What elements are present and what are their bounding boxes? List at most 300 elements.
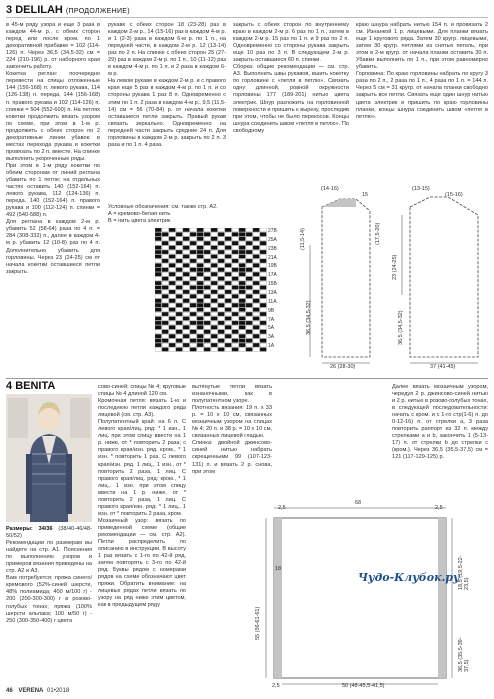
- chart-cell: [155, 308, 161, 312]
- chart-cell: [169, 286, 175, 290]
- chart-cell: [253, 255, 259, 259]
- chart-cell: [260, 281, 266, 285]
- chart-cell: [260, 259, 266, 263]
- benita-column-2: [192, 384, 272, 476]
- chart-cell: [162, 294, 168, 298]
- chart-cell: [197, 339, 203, 343]
- chart-cell: [162, 330, 168, 334]
- chart-row-label: 17A: [268, 272, 277, 279]
- chart-cell: [225, 250, 231, 254]
- chart-cell: [197, 325, 203, 329]
- chart-cell: [176, 290, 182, 294]
- chart-cell: [155, 286, 161, 290]
- chart-cell: [155, 321, 161, 325]
- chart-cell: [260, 250, 266, 254]
- page-number: 46: [6, 688, 13, 694]
- chart-cell: [162, 325, 168, 329]
- chart-cell: [197, 277, 203, 281]
- legend-a: А = кремово-белая нить: [108, 211, 171, 218]
- dim-side-length: 36,5 (34,5-32): [306, 300, 312, 335]
- paragraph: закрыть с обеих сторон по внутреннему краю в каждом 2-м р. 6 раз по 1 п., затем в каждом 2-м р. 15 раз по 1 п. и 9 раз по 2 п. Одновременно со стороны рукава закрыть еще 10 раз по 3 п. В следующем 2-м р. закрыть оставшиеся 60 п. спинки.: [233, 22, 349, 64]
- benita-column-0: [6, 526, 92, 625]
- chart-row-label: 21A: [268, 254, 277, 261]
- chart-cell: [162, 290, 168, 294]
- chart-cell: [169, 294, 175, 298]
- chart-cell: [204, 348, 210, 352]
- chart-cell: [155, 343, 161, 347]
- chart-cell: [225, 317, 231, 321]
- chart-cell: [211, 290, 217, 294]
- chart-cell: [260, 290, 266, 294]
- chart-cell: [246, 263, 252, 267]
- chart-row-label: 7A: [268, 316, 275, 323]
- chart-cell: [211, 348, 217, 352]
- chart-cell: [253, 228, 259, 232]
- chart-cell: [232, 263, 238, 267]
- chart-cell: [197, 255, 203, 259]
- dim-side-length: 36,5 (34,5-32): [398, 310, 404, 345]
- chart-cell: [183, 308, 189, 312]
- chart-cell: [218, 272, 224, 276]
- chart-cell: [162, 246, 168, 250]
- chart-cell: [155, 303, 161, 307]
- chart-cell: [253, 277, 259, 281]
- chart-cell: [253, 308, 259, 312]
- chart-cell: [197, 330, 203, 334]
- chart-cell: [169, 317, 175, 321]
- chart-cell: [218, 343, 224, 347]
- chart-cell: [225, 263, 231, 267]
- chart-cell: [176, 255, 182, 259]
- chart-cell: [260, 348, 266, 352]
- chart-cell: [197, 294, 203, 298]
- chart-cell: [190, 308, 196, 312]
- paragraph: Для реглана в каждом 2-м р. убавить 52 (58-64) раза по 4 п. = 284 (308-332) п., далее в каждом 4-м р. убавить 12 (10-8) раз по 4 п. Дополнительно убавить для горловины. Через 23 (24-25) см от начала кокетки оставшиеся петли закрыть.: [6, 219, 100, 275]
- chart-cell: [204, 259, 210, 263]
- chart-cell: [239, 255, 245, 259]
- chart-cell: [176, 232, 182, 236]
- chart-cell: [204, 334, 210, 338]
- chart-cell: [246, 294, 252, 298]
- chart-cell: [169, 255, 175, 259]
- dim-bottom: 50 (48-45,5-41,5): [342, 683, 385, 689]
- chart-cell: [155, 281, 161, 285]
- chart-cell: [225, 290, 231, 294]
- chart-cell: [246, 325, 252, 329]
- chart-cell: [218, 325, 224, 329]
- chart-cell: [176, 321, 182, 325]
- chart-cell: [246, 321, 252, 325]
- chart-cell: [197, 241, 203, 245]
- chart-cell: [162, 343, 168, 347]
- chart-row-label: 13A: [268, 290, 277, 296]
- chart-cell: [253, 303, 259, 307]
- dim-left-side: 55 (56-61-61): [255, 606, 261, 640]
- chart-cell: [225, 241, 231, 245]
- chart-cell: [176, 348, 182, 352]
- chart-cell: [204, 250, 210, 254]
- chart-cell: [239, 299, 245, 303]
- chart-cell: [155, 325, 161, 329]
- chart-cell: [204, 255, 210, 259]
- paragraph: вытянутые петли вязать изнаночными, как в полупатентном узоре.: [192, 384, 272, 405]
- chart-cell: [155, 272, 161, 276]
- chart-cell: [218, 348, 224, 352]
- chart-row-label: 25A: [268, 236, 277, 243]
- chart-cell: [197, 299, 203, 303]
- chart-cell: [183, 255, 189, 259]
- chart-cell: [162, 268, 168, 272]
- chart-cell: [169, 348, 175, 352]
- chart-cell: [239, 277, 245, 281]
- chart-cell: [176, 246, 182, 250]
- benita-column-3: [392, 384, 488, 462]
- chart-cell: [169, 237, 175, 241]
- chart-cell: [211, 228, 217, 232]
- chart-cell: [246, 348, 252, 352]
- sleeve-schematic: [300, 185, 388, 370]
- chart-cell: [260, 286, 266, 290]
- chart-cell: [183, 299, 189, 303]
- chart-row-label: 19B: [268, 263, 277, 270]
- legend-title: Условные обозначения: см. также стр. А2.: [108, 204, 218, 210]
- section-divider: [6, 17, 488, 18]
- chart-cell: [253, 330, 259, 334]
- chart-cell: [246, 246, 252, 250]
- chart-cell: [176, 308, 182, 312]
- chart-cell: [260, 343, 266, 347]
- chart-cell: [246, 272, 252, 276]
- chart-cell: [190, 272, 196, 276]
- chart-cell: [155, 232, 161, 236]
- chart-cell: [162, 286, 168, 290]
- chart-cell: [176, 312, 182, 316]
- chart-cell: [211, 232, 217, 236]
- chart-cell: [190, 241, 196, 245]
- chart-cell: [211, 241, 217, 245]
- chart-cell: [253, 343, 259, 347]
- chart-cell: [155, 277, 161, 281]
- chart-cell: [253, 312, 259, 316]
- chart-cell: [176, 286, 182, 290]
- dim-left-side: 23 (24-25): [392, 254, 398, 280]
- chart-cell: [155, 263, 161, 267]
- paragraph: Кокетка реглан: поочередно перевести на спицы отложенные 144 (156-168) п. левого рукава, 114 (126-138) п. переда, 144 (156-168) п. правого рукава и 102 (114-126) п. спинки = 504 (552-600) п. На петлях кокетки продолжить вязать узором по схеме, при этом в 1-м р. продолжить с обеих сторон по 2 декоративные линии убавок: в местах перехода рукава и кокетки провязать по 2 п. вместе. На спинке выполнить укороченные ряды.: [6, 71, 101, 162]
- chart-cell: [183, 246, 189, 250]
- chart-cell: [190, 330, 196, 334]
- legend-block: [108, 204, 226, 225]
- chart-cell: [253, 246, 259, 250]
- chart-cell: [155, 255, 161, 259]
- chart-cell: [218, 339, 224, 343]
- dim-bottom: 37 (41-45): [430, 364, 456, 370]
- chart-cell: [211, 246, 217, 250]
- chart-cell: [190, 259, 196, 263]
- paragraph: Плотность вязания: 19 п. x 33 р. = 10 x 10 см, связанных мозаичным узором на спицах № 4; 20 п. и 38 р. = 10 x 10 см, связанных лицевой гладью.: [192, 405, 272, 440]
- chart-cell: [204, 343, 210, 347]
- chart-cell: [162, 308, 168, 312]
- chart-cell: [162, 272, 168, 276]
- chart-cell: [218, 286, 224, 290]
- chart-cell: [190, 281, 196, 285]
- chart-cell: [211, 343, 217, 347]
- chart-cell: [246, 228, 252, 232]
- chart-cell: [211, 308, 217, 312]
- paragraph: сово-синей; спицы № 4; круговые спицы № 4 длиной 120 см.: [98, 384, 186, 398]
- chart-cell: [197, 343, 203, 347]
- delilah-column-4: [356, 22, 488, 121]
- chart-cell: [218, 232, 224, 236]
- section-divider: [6, 378, 488, 379]
- chart-cell: [155, 241, 161, 245]
- dim-left-side: (11,5-14): [300, 228, 306, 250]
- chart-cell: [190, 334, 196, 338]
- chart-cell: [253, 259, 259, 263]
- chart-cell: [197, 290, 203, 294]
- chart-cell: [183, 325, 189, 329]
- chart-cell: [169, 334, 175, 338]
- dim-top-left: (13-15): [412, 186, 430, 192]
- chart-cell: [260, 228, 266, 232]
- chart-cell: [190, 312, 196, 316]
- chart-cell: [225, 259, 231, 263]
- chart-cell: [253, 325, 259, 329]
- chart-cell: [204, 339, 210, 343]
- chart-cell: [183, 281, 189, 285]
- chart-cell: [190, 268, 196, 272]
- chart-cell: [225, 321, 231, 325]
- chart-cell: [232, 241, 238, 245]
- back-schematic: [262, 490, 462, 690]
- chart-cell: [260, 321, 266, 325]
- chart-cell: [190, 286, 196, 290]
- chart-cell: [204, 303, 210, 307]
- chart-cell: [176, 241, 182, 245]
- chart-cell: [211, 272, 217, 276]
- chart-cell: [176, 263, 182, 267]
- chart-cell: [232, 321, 238, 325]
- paragraph: Далее вязать мозаичным узором, чередуя 2 р. джинсово-синей нитью и 2 р. нитью в розово-голубых тонах, в следующей последовательности: начать с кром. и с 1-го стр(1-6) п. до 0-12-16) п. от стрелки а, 3 раза повторить раппорт из 32 п. между стрелками а и b, закончить 1 (5-13-17) п. от стрелки b до стрелки c (кром.). Через 36,5 (35,5-37,5) см = 121 (117-129-125) р.: [392, 384, 488, 461]
- chart-cell: [162, 228, 168, 232]
- chart-cell: [253, 268, 259, 272]
- chart-cell: [225, 348, 231, 352]
- chart-cell: [239, 343, 245, 347]
- chart-cell: [246, 343, 252, 347]
- chart-cell: [197, 281, 203, 285]
- chart-cell: [155, 348, 161, 352]
- chart-cell: [183, 294, 189, 298]
- chart-cell: [190, 348, 196, 352]
- benita-column-1: [98, 384, 186, 610]
- chart-cell: [190, 339, 196, 343]
- chart-cell: [162, 241, 168, 245]
- chart-cell: [183, 290, 189, 294]
- chart-cell: [183, 348, 189, 352]
- chart-cell: [176, 237, 182, 241]
- chart-cell: [155, 330, 161, 334]
- chart-cell: [218, 299, 224, 303]
- dim-left-mid: 18: [275, 566, 282, 572]
- chart-cell: [169, 263, 175, 267]
- chart-cell: [155, 268, 161, 272]
- chart-cell: [162, 259, 168, 263]
- sizes-line: [6, 526, 92, 540]
- paragraph: рукаве с обеих сторон 18 (23-28) раз в каждом 2-м р., 14 (15-16) раз в каждом 4-м р. и 1 (2-3) раза в каждом 6-м р. по 1 п., на передней части, в каждом 2-м р. 12 (13-14) раз по 2 п. На спинке с обеих сторон 25 (27-29) раз в каждом 2-м р. по 1 п., 10 (11-12) раз в каждом 4-м р. по 1 п. и 2 раза в каждом 6-м р.: [108, 22, 226, 78]
- chart-cell: [218, 237, 224, 241]
- chart-cell: [197, 268, 203, 272]
- chart-cell: [260, 246, 266, 250]
- chart-cell: [239, 325, 245, 329]
- chart-cell: [239, 237, 245, 241]
- chart-cell: [239, 334, 245, 338]
- chart-cell: [155, 290, 161, 294]
- chart-cell: [232, 294, 238, 298]
- chart-cell: [218, 263, 224, 267]
- chart-cell: [232, 281, 238, 285]
- chart-cell: [246, 277, 252, 281]
- chart-cell: [169, 232, 175, 236]
- chart-cell: [176, 294, 182, 298]
- chart-cell: [218, 290, 224, 294]
- chart-cell: [260, 308, 266, 312]
- chart-cell: [169, 290, 175, 294]
- chart-cell: [176, 343, 182, 347]
- chart-cell: [176, 281, 182, 285]
- chart-cell: [162, 263, 168, 267]
- paragraph: При этом в 1-м ряду кокетки по обеим сторонам от линий реглана убавить по 1 петле; на отдельных частях оставить 140 (152-164) п. левого рукава, 112 (124-136) п. переда, 140 (152-164) п. правого рукава и 100 (112-124) п. спинки = 492 (540-588) п.: [6, 162, 100, 219]
- dim-top-right: 15: [362, 192, 369, 198]
- chart-cell: [169, 272, 175, 276]
- chart-cell: [253, 272, 259, 276]
- chart-cell: [211, 259, 217, 263]
- chart-cell: [155, 317, 161, 321]
- chart-cell: [155, 299, 161, 303]
- chart-cell: [218, 303, 224, 307]
- chart-cell: [218, 312, 224, 316]
- chart-cell: [232, 255, 238, 259]
- chart-cell: [218, 228, 224, 232]
- chart-row-label: 11A: [268, 298, 277, 305]
- body-schematic: [392, 185, 492, 370]
- chart-cell: [204, 232, 210, 236]
- chart-cell: [204, 237, 210, 241]
- chart-cell: [260, 272, 266, 276]
- chart-cell: [232, 325, 238, 329]
- delilah-column-2: [108, 22, 226, 149]
- chart-cell: [197, 321, 203, 325]
- chart-cell: [225, 255, 231, 259]
- paragraph: Спинка: двойной джинсово-синей нитью набрать скрещенными 99 (107-123-131) п. и вязать 2 р. снова, при этом: [192, 440, 272, 475]
- dim-top-right: 2,5: [435, 505, 443, 511]
- paragraph: Мозаичный узор: вязать по приведенной схеме (общие рекомендации — см. стр. А2). Петли распределить по описанию в инструкции. В высоту 1 раз вязать с 1-го по 42-й ряд, затем повторять с 3-го по 42-й ряд. Буквы рядом с номерами рядов на схеме обозначают цвет пряжи. Обратить внимание: на лицевых рядах петли вязать по узору на ряд ниже этим цветом, как в предыдущем ряду: [98, 517, 186, 609]
- chart-cell: [197, 286, 203, 290]
- chart-cell: [239, 290, 245, 294]
- paragraph: краю шнура набрать нитью 154 п. и провязать 2 см. Изнанкой 1 р. лицевыми. Для планки вязать еще 1 кругового ряда. Затем 30 кругр. лицевыми, затем 30 кругр. петлями из снятых петель, при этом в 2-м кругр. от начала планки оставить 30 п. Убавки выполнить по 1 п., при этом равномерно убавить.: [356, 22, 488, 71]
- chart-cell: [239, 308, 245, 312]
- delilah-column-1: [6, 22, 100, 276]
- chart-cell: [155, 294, 161, 298]
- sizes-values: (38/40-46/48-50/52): [6, 526, 92, 540]
- chart-cell: [253, 237, 259, 241]
- chart-cell: [204, 330, 210, 334]
- chart-cell: [225, 268, 231, 272]
- chart-cell: [183, 250, 189, 254]
- paragraph: Кромочная петля: вязать 1-ю и последнюю петли каждого ряда лицевой (см. стр. А3).: [98, 398, 186, 419]
- chart-cell: [232, 268, 238, 272]
- chart-row-label: 9B: [268, 307, 275, 314]
- chart-cell: [239, 250, 245, 254]
- chart-cell: [232, 299, 238, 303]
- chart-cell: [197, 312, 203, 316]
- chart-cell: [246, 317, 252, 321]
- chart-cell: [190, 303, 196, 307]
- chart-cell: [197, 308, 203, 312]
- chart-cell: [246, 303, 252, 307]
- chart-cell: [246, 255, 252, 259]
- chart-cell: [190, 228, 196, 232]
- chart-cell: [225, 272, 231, 276]
- chart-cell: [246, 339, 252, 343]
- chart-cell: [211, 339, 217, 343]
- chart-cell: [204, 268, 210, 272]
- section-name: BENITA: [15, 380, 56, 392]
- chart-cell: [211, 263, 217, 267]
- chart-cell: [155, 334, 161, 338]
- chart-cell: [197, 303, 203, 307]
- chart-cell: [239, 321, 245, 325]
- chart-cell: [218, 308, 224, 312]
- chart-cell: [246, 312, 252, 316]
- issue-number: 01•2018: [47, 688, 70, 694]
- chart-cell: [225, 334, 231, 338]
- chart-cell: [204, 246, 210, 250]
- chart-cell: [260, 334, 266, 338]
- chart-cell: [253, 241, 259, 245]
- chart-cell: [211, 321, 217, 325]
- chart-cell: [169, 343, 175, 347]
- chart-cell: [239, 232, 245, 236]
- chart-cell: [239, 228, 245, 232]
- paragraph: Полупатентный край: на 6 п. С левого края/лиц. ряд: * 1 изн., 1 лиц. при этом спицу ввести на 1 р. ниже, от * повторить 2 раза; с правого края/изн. ряд. кром., * 1 изн. * повторить 1 раз. С левого края/изн. ряд. 1 лиц., 1 изн., от * повторить 2 раза, 1 лиц. С правого края/лиц. ряд: кром., * 1 лиц., 1 изн. при этом спицу ввести на 1 р. ниже, от * повторить 2 раза, 1 лиц. С правого края/изн. ряд: * 1 лиц., 1 изн. от * повторить 2 раза, кром.: [98, 419, 186, 517]
- chart-cell: [225, 232, 231, 236]
- sizes-title: Размеры: 34/36: [6, 526, 53, 532]
- chart-cell: [246, 330, 252, 334]
- chart-cell: [162, 250, 168, 254]
- chart-cell: [169, 330, 175, 334]
- chart-cell: [190, 290, 196, 294]
- chart-cell: [211, 303, 217, 307]
- chart-cell: [253, 339, 259, 343]
- chart-cell: [204, 321, 210, 325]
- chart-cell: [183, 286, 189, 290]
- chart-cell: [239, 348, 245, 352]
- chart-cell: [169, 268, 175, 272]
- chart-cell: [239, 330, 245, 334]
- chart-cell: [190, 299, 196, 303]
- chart-cell: [239, 263, 245, 267]
- chart-cell: [190, 321, 196, 325]
- chart-cell: [218, 334, 224, 338]
- chart-cell: [218, 281, 224, 285]
- dim-bottom: 26 (28-30): [330, 364, 356, 370]
- chart-cell: [225, 303, 231, 307]
- chart-cell: [162, 334, 168, 338]
- chart-cell: [190, 255, 196, 259]
- chart-cell: [253, 317, 259, 321]
- chart-cell: [260, 241, 266, 245]
- chart-cell: [176, 303, 182, 307]
- chart-cell: [232, 272, 238, 276]
